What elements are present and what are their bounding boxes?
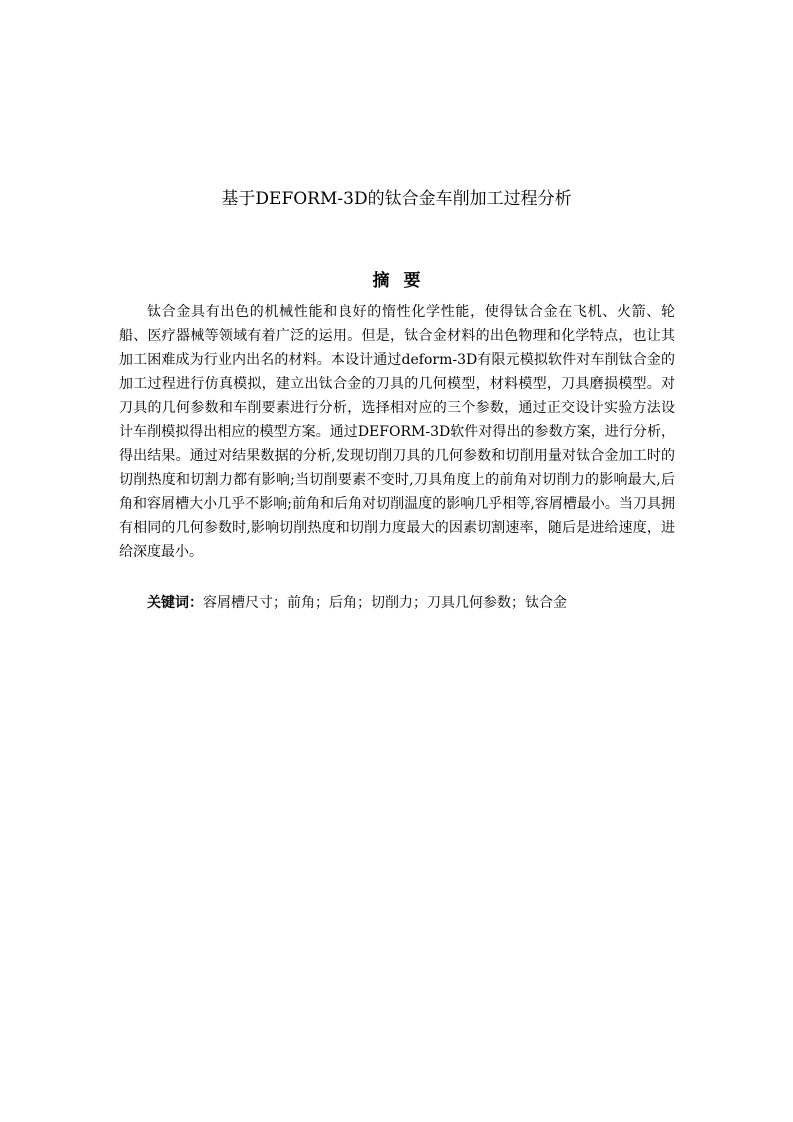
keywords-label: 关键词： <box>147 595 203 611</box>
document-title: 基于DEFORM-3D的钛合金车削加工过程分析 <box>221 189 572 209</box>
keywords-line <box>119 591 675 615</box>
keywords-text: 容屑槽尺寸；前角；后角；切削力；刀具几何参数；钛合金 <box>203 595 567 611</box>
abstract-paragraph: 钛合金具有出色的机械性能和良好的惰性化学性能，使得钛合金在飞机、火箭、轮船、医疗器械等领域有着广泛的运用。但是，钛合金材料的出色物理和化学特点，也让其加工困难成为行业内出名的材料。本设计通过deform-3D有限元模拟软件对车削钛合金的加工过程进行仿真模拟，建立出钛合金的刀具的几何模型，材料模型，刀具磨损模型。对刀具的几何参数和车削要素进行分析，选择相对应的三个参数，通过正交设计实验方法设计车削模拟得出相应的模型方案。通过DEFORM-3D软件对得出的参数方案，进行分析，得出结果。通过对结果数据的分析,发现切削刀具的几何参数和切削用量对钛合金加工时的切削热度和切割力都有影响;当切削要素不变时,刀具角度上的前角对切削力的影响最大,后角和容屑槽大小几乎不影响;前角和后角对切削温度的影响几乎相等,容屑槽最小。当刀具拥有相同的几何参数时,影响切削热度和切削力度最大的因素切割速率，随后是进给速度，进给深度最小。 <box>119 304 675 560</box>
abstract-heading: 摘要 <box>372 271 435 291</box>
